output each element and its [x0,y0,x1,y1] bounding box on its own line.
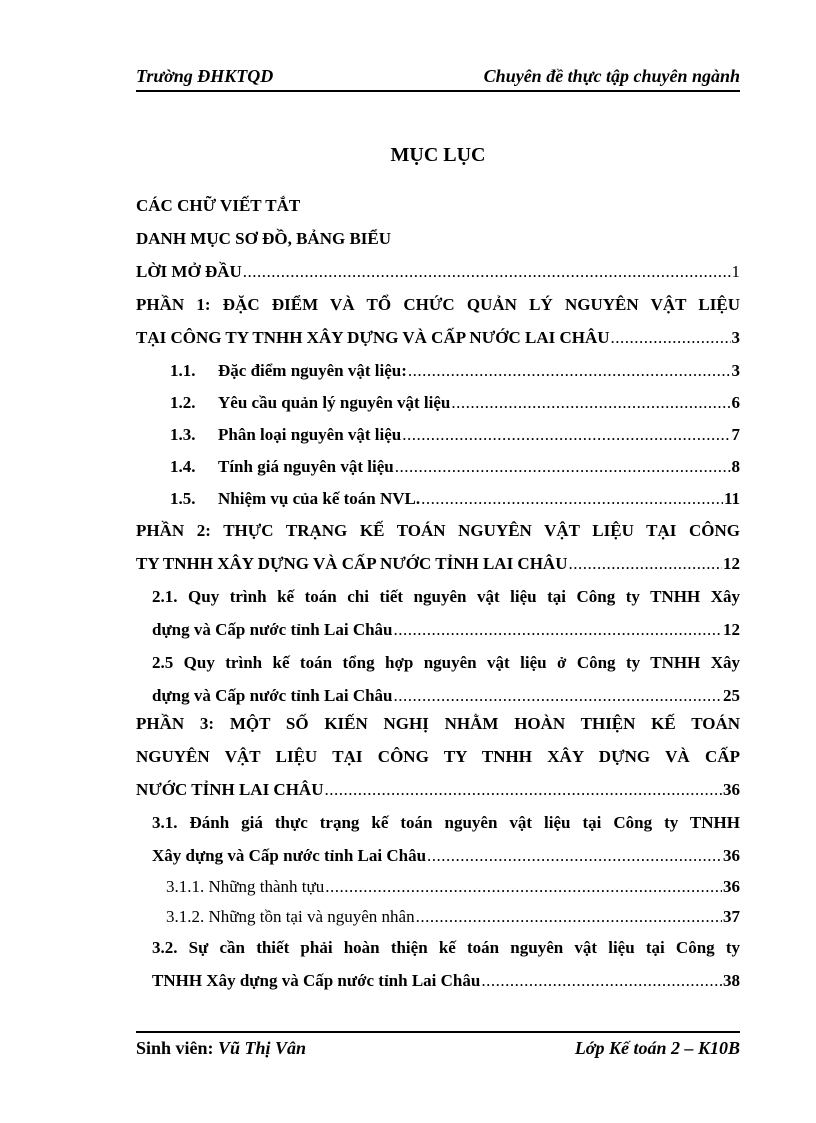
toc-section-3-1-line1[interactable]: 3.1. Đánh giá thực trạng kế toán nguyên vật liệu tại Công ty TNHH [152,813,740,832]
toc-section-number: 1.2. [170,393,196,412]
toc-intro-page: 1 [731,262,740,281]
toc-section-page: 36 [723,877,740,896]
toc-part3-line2[interactable]: NGUYÊN VẬT LIỆU TẠI CÔNG TY TNHH XÂY DỰNG VÀ CẤP [136,747,740,766]
toc-section-1-2[interactable] [170,390,740,416]
toc-section-text: Đặc điểm nguyên vật liệu: [218,361,407,380]
toc-section-page: 36 [723,846,740,865]
toc-section-page: 7 [731,425,740,444]
toc-part3-line1[interactable]: PHẦN 3: MỘT SỐ KIẾN NGHỊ NHẰM HOÀN THIỆN KẾ TOÁN [136,714,740,733]
toc-section-page: 25 [723,686,740,705]
toc-section-page: 38 [723,971,740,990]
toc-leader [408,358,731,384]
toc-part1-page: 3 [731,328,740,347]
toc-diagrams-list[interactable]: DANH MỤC SƠ ĐỒ, BẢNG BIỂU [136,229,392,248]
header-rule [136,90,740,92]
toc-section-text: TNHH Xây dựng và Cấp nước tỉnh Lai Châu [152,971,481,990]
footer-class: Lớp Kế toán 2 – K10B [574,1038,740,1058]
toc-leader [427,843,722,869]
toc-part3-page: 36 [723,780,740,799]
toc-leader [243,259,731,285]
toc-section-text: dựng và Cấp nước tỉnh Lai Châu [152,620,393,639]
toc-section-page: 3 [731,361,740,380]
toc-section-3-1-1[interactable] [166,874,740,900]
toc-part3-line3: NƯỚC TỈNH LAI CHÂU [136,780,324,799]
toc-leader [325,777,723,803]
toc-leader [421,486,723,512]
toc-section-3-2-line1[interactable]: 3.2. Sự cần thiết phải hoàn thiện kế toán nguyên vật liệu tại Công ty [152,938,740,957]
toc-leader [394,683,723,709]
toc-intro[interactable] [136,259,740,285]
toc-part3[interactable] [136,777,740,803]
toc-section-page: 11 [723,489,740,508]
toc-section-2-1-line1[interactable]: 2.1. Quy trình kế toán chi tiết nguyên vật liệu tại Công ty TNHH Xây [152,587,740,606]
toc-intro-text: LỜI MỞ ĐẦU [136,262,242,281]
toc-section-number: 1.5. [170,489,196,508]
toc-part1-line2: TẠI CÔNG TY TNHH XÂY DỰNG VÀ CẤP NƯỚC LAI CHÂU [136,328,610,347]
toc-leader [416,904,722,930]
toc-section-text: Nhiệm vụ của kế toán NVL. [218,489,421,508]
footer-rule [136,1031,740,1033]
header-report-title: Chuyên đề thực tập chuyên ngành [483,66,740,86]
page-header [136,66,740,90]
toc-section-number: 1.3. [170,425,196,444]
toc-section-2-1[interactable] [152,617,740,643]
toc-section-page: 8 [731,457,740,476]
toc-leader [395,454,731,480]
toc-leader [402,422,730,448]
toc-section-text: Xây dựng và Cấp nước tỉnh Lai Châu [152,846,427,865]
toc-leader [451,390,730,416]
toc-section-1-5[interactable] [170,486,740,512]
toc-leader [481,968,722,994]
toc-section-text: Phân loại nguyên vật liệu [218,425,402,444]
toc-section-3-1[interactable] [152,843,740,869]
page-footer [136,1038,740,1062]
toc-section-1-4[interactable] [170,454,740,480]
footer-student-name: Vũ Thị Vân [218,1038,307,1058]
toc-part2[interactable] [136,551,740,577]
header-school: Trường ĐHKTQD [136,66,274,86]
toc-section-number: 1.4. [170,457,196,476]
page-title: MỤC LỤC [390,144,486,166]
toc-section-1-3[interactable] [170,422,740,448]
toc-section-text: dựng và Cấp nước tỉnh Lai Châu [152,686,393,705]
toc-section-2-5-line1[interactable]: 2.5 Quy trình kế toán tổng hợp nguyên vật liệu ở Công ty TNHH Xây [152,653,740,672]
toc-part1-line1[interactable]: PHẦN 1: ĐẶC ĐIỂM VÀ TỔ CHỨC QUẢN LÝ NGUYÊN VẬT LIỆU [136,295,740,314]
footer-student [136,1038,306,1059]
toc-section-text: 3.1.2. Những tồn tại và nguyên nhân [166,907,415,926]
toc-section-3-2[interactable] [152,968,740,994]
toc-section-number: 1.1. [170,361,196,380]
toc-section-1-1[interactable] [170,358,740,384]
toc-leader [611,325,731,351]
toc-section-text: Yêu cầu quản lý nguyên vật liệu [218,393,451,412]
toc-part2-line2: TY TNHH XÂY DỰNG VÀ CẤP NƯỚC TỈNH LAI CHÂU [136,554,568,573]
toc-section-page: 37 [723,907,740,926]
toc-section-page: 6 [731,393,740,412]
toc-section-text: 3.1.1. Những thành tựu [166,877,325,896]
toc-part1[interactable] [136,325,740,351]
toc-abbreviations[interactable]: CÁC CHỮ VIẾT TẮT [136,196,301,215]
toc-part2-page: 12 [723,554,740,573]
toc-leader [394,617,723,643]
toc-section-3-1-2[interactable] [166,904,740,930]
toc-section-page: 12 [723,620,740,639]
toc-leader [568,551,722,577]
toc-leader [325,874,722,900]
toc-section-text: Tính giá nguyên vật liệu [218,457,394,476]
footer-student-label: Sinh viên: [136,1038,214,1058]
toc-part2-line1[interactable]: PHẦN 2: THỰC TRẠNG KẾ TOÁN NGUYÊN VẬT LIỆU TẠI CÔNG [136,521,740,540]
toc-section-2-5[interactable] [152,683,740,709]
